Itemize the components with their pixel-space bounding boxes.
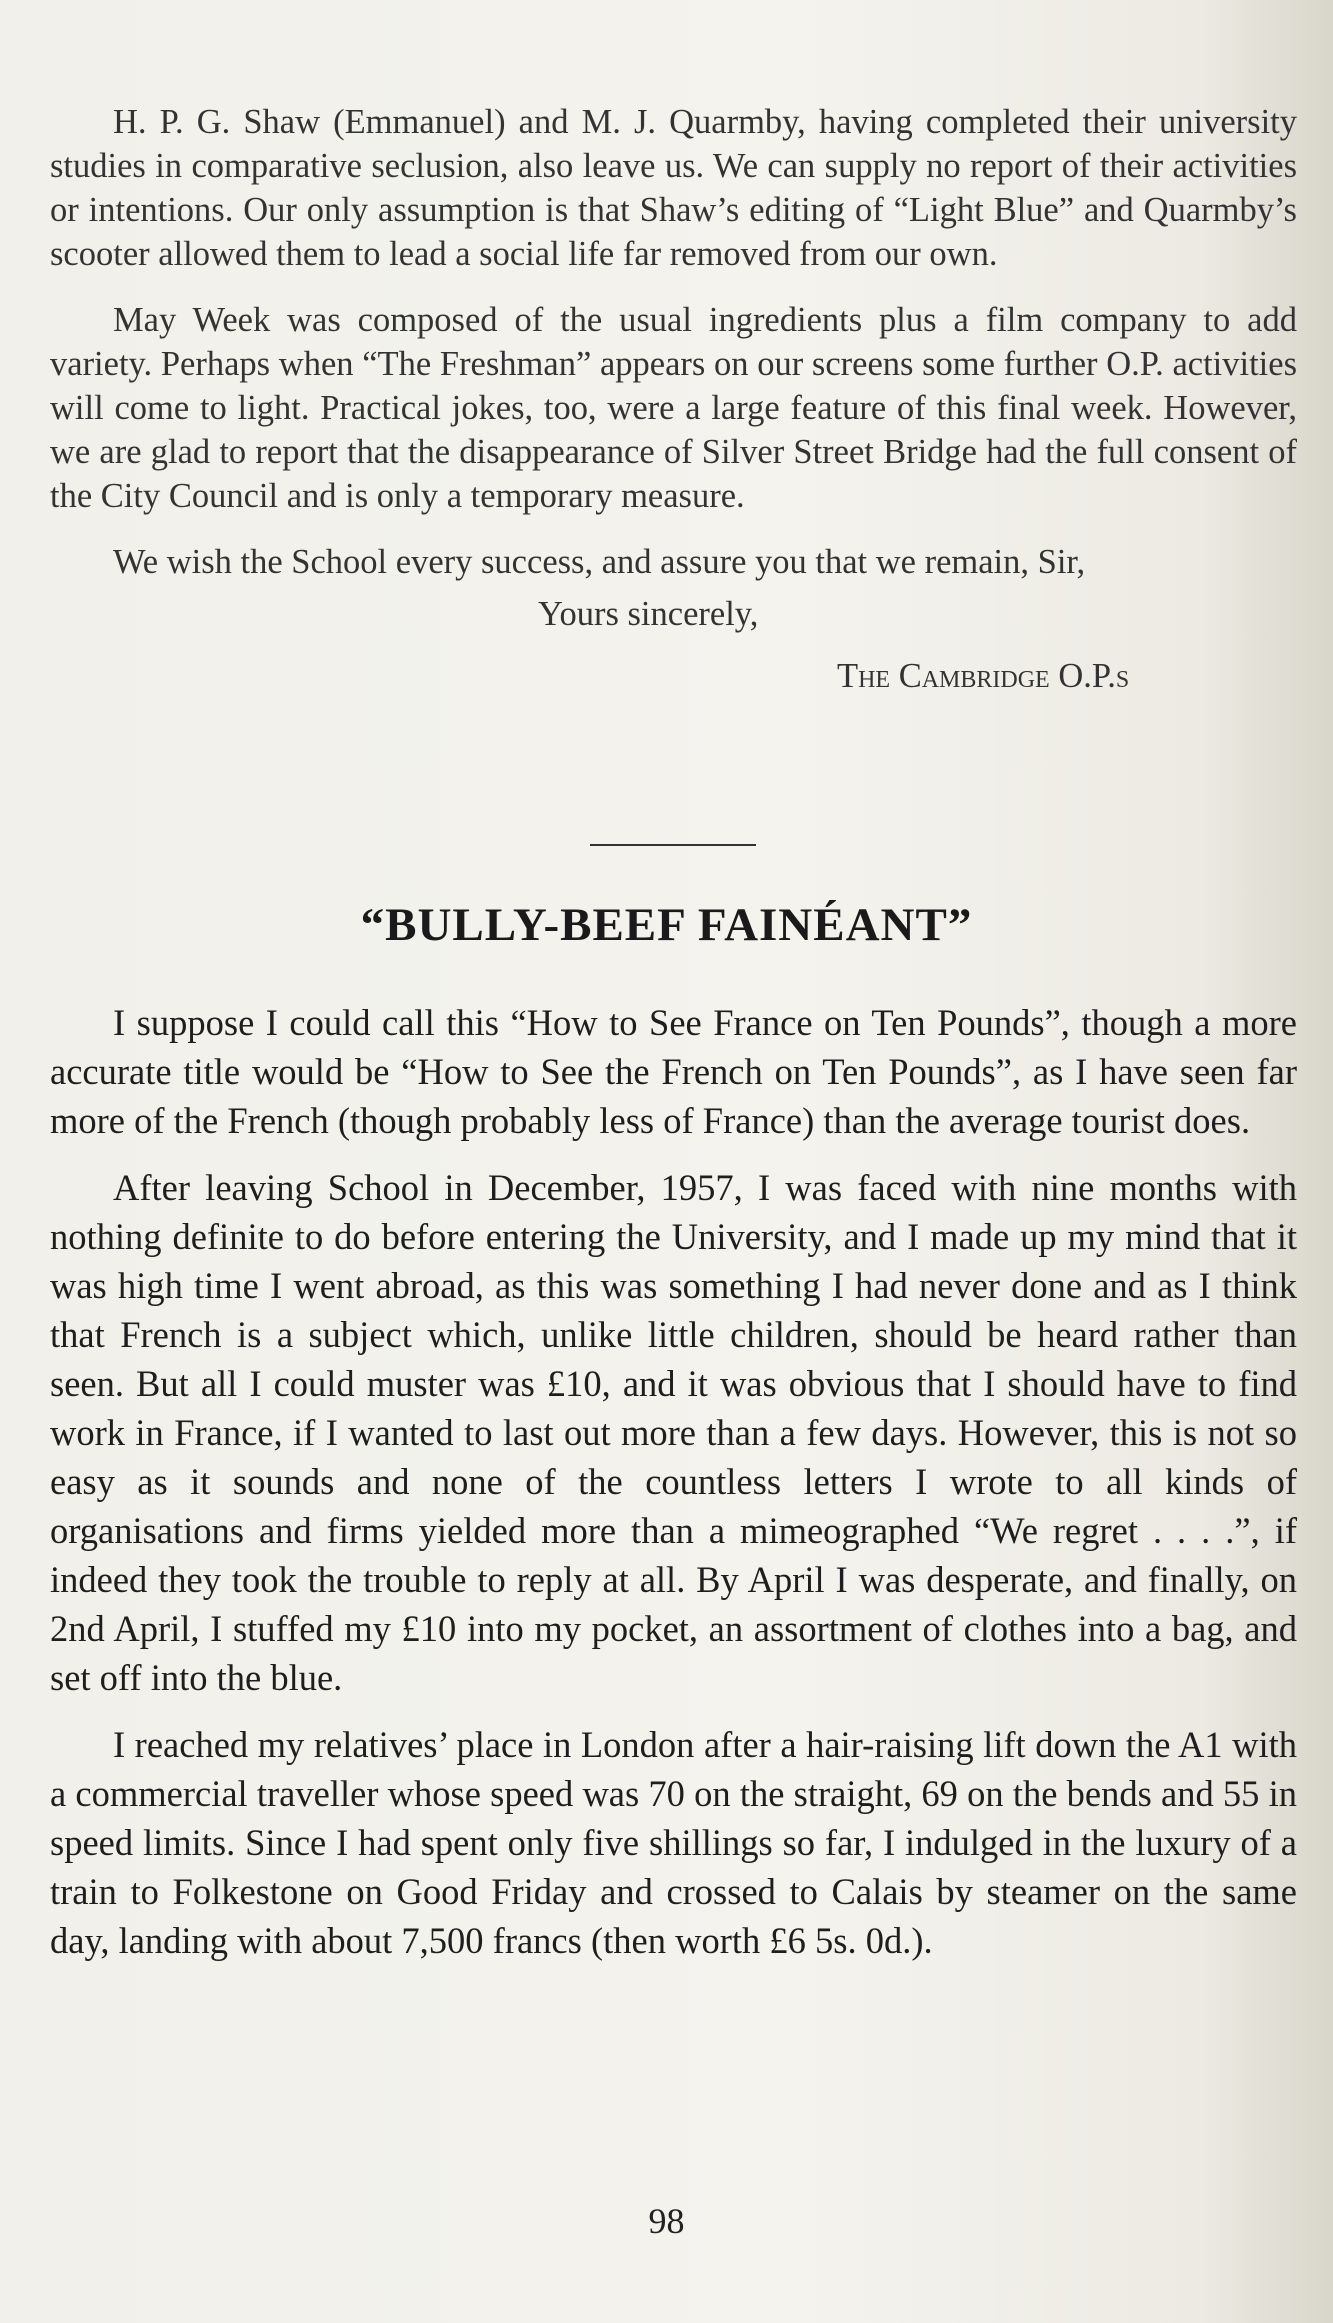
- letter-paragraph-3: We wish the School every success, and assure you that we remain, Sir,: [113, 543, 1086, 581]
- section-divider: [590, 844, 756, 846]
- article-paragraph-2: After leaving School in December, 1957, I was faced with nine months with nothing definite to do before entering the University, and I made up my mind that it was high time I went abroad, as this was something I had never done and as I think that French is a subject which, unlike little children, should be heard rather than seen. But all I could muster was £10, and it was obvious that I should have to find work in France, if I wanted to last out more than a few days. However, this is not so easy as it sounds and none of the countless letters I wrote to all kinds of organisations and firms yielded more than a mimeographed “We regret . . . .”, if indeed they took the trouble to reply at all. By April I was desperate, and finally, on 2nd April, I stuffed my £10 into my pocket, an assortment of clothes into a bag, and set off into the blue.: [50, 1167, 1297, 1698]
- article-title: “BULLY-BEEF FAINÉANT”: [360, 899, 973, 951]
- article-paragraph-1: I suppose I could call this “How to See France on Ten Pounds”, though a more accurate title would be “How to See the French on Ten Pounds”, as I have seen far more of the French (though probably less of France) than the average tourist does.: [50, 1002, 1297, 1141]
- article-body: [50, 998, 1297, 1965]
- letter-paragraph-1: H. P. G. Shaw (Emmanuel) and M. J. Quarmby, having completed their university studies in comparative seclusion, also leave us. We can supply no report of their activities or intentions. Our only assumption is that Shaw’s editing of “Light Blue” and Quarmby’s scooter allowed them to lead a social life far removed from our own.: [50, 103, 1297, 273]
- letter-signature: The Cambridge O.P.s: [837, 657, 1130, 695]
- article-paragraph-3: I reached my relatives’ place in London after a hair-raising lift down the A1 with a commercial traveller whose speed was 70 on the straight, 69 on the bends and 55 in speed limits. Since I had spent only five shillings so far, I indulged in the luxury of a train to Folkestone on Good Friday and crossed to Calais by steamer on the same day, landing with about 7,500 francs (then worth £6 5s. 0d.).: [50, 1724, 1297, 1961]
- letter-section: [50, 100, 1297, 698]
- letter-paragraph-2: May Week was composed of the usual ingredients plus a film company to add variety. Perhaps when “The Freshman” appears on our screens some further O.P. activities will come to light. Practical jokes, too, were a large feature of this final week. However, we are glad to report that the disappearance of Silver Street Bridge had the full consent of the City Council and is only a temporary measure.: [50, 301, 1297, 515]
- letter-closing: Yours sincerely,: [538, 595, 759, 633]
- page-number: 98: [648, 2201, 685, 2241]
